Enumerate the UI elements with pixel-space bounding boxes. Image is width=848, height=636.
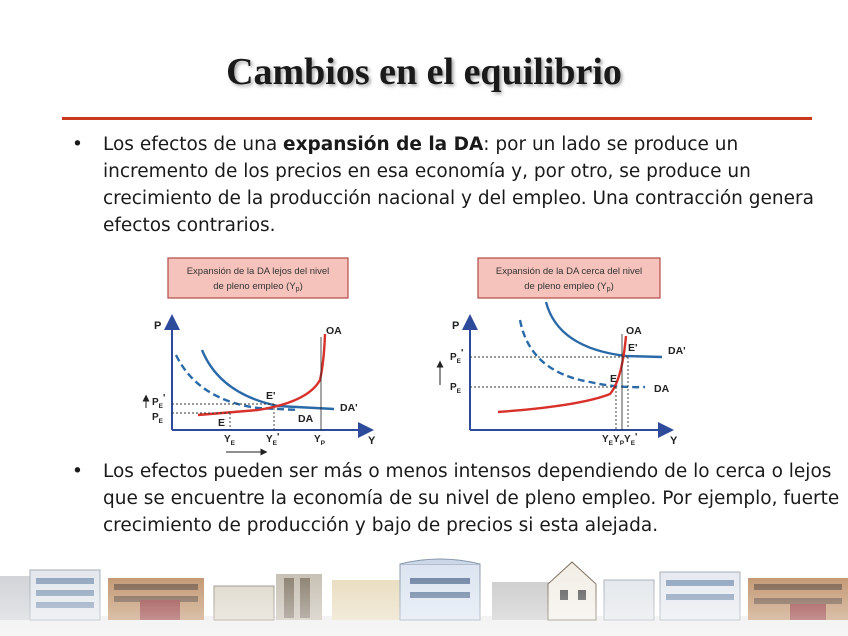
oa-label: OA [326,325,342,337]
y-axis-label: Y [368,435,376,447]
slide-title: Cambios en el equilibrio [226,51,622,93]
e-prime-label: E' [266,390,276,402]
caption-line-1: Expansión de la DA lejos del nivel [186,266,330,277]
caption-line-2: de pleno empleo $(Y_p)$ [524,281,614,293]
diagram-right [430,252,700,457]
da-label: DA [654,383,670,395]
p-axis-label: P [154,320,162,332]
caption-box [478,258,660,298]
da-prime-curve [546,302,662,357]
ye2-label: $Y_E'$ [266,432,280,447]
pe2-label: $P_E'$ [152,393,166,410]
bullet-1-text [103,131,823,239]
bullet-marker: • [72,134,83,155]
oa-label: OA [626,325,642,337]
caption-line-1: Expansión de la DA cerca del nivel [495,266,643,277]
bottom-labels: $Y_EY_PY_E'$ [602,432,638,447]
title-divider [62,117,812,120]
diagram-left [138,252,388,457]
bullet-marker: • [72,461,83,482]
bullet-2 [72,458,842,543]
p-axis-label: P [452,320,460,332]
bullet-1-bold: expansión de la DA [283,134,484,155]
bullet-2-text: Los efectos pueden ser más o menos intensos dependiendo de lo cerca o lejos que se encuentre la economía de su nivel de pleno empleo. Por ejemplo, fuerte crecimiento de producción y bajo de precios si esta alejada. [103,461,840,536]
da-prime-label: DA' [668,345,686,357]
e-label: E [218,417,226,429]
y-axis-label: Y [670,435,678,447]
yp-label: $Y_P$ [314,434,326,447]
bullet-1-pre: Los efectos de una [103,134,284,155]
footer-buildings-illustration [0,556,848,636]
pe-label: $P_E$ [450,382,462,395]
bullet-1-post: : por un lado se produce un incremento de los precios en esa economía y, por otro, se produce un crecimiento de la producción nacional y del empleo. Una contracción genera efectos contrarios. [103,134,814,236]
caption-line-2: de pleno empleo $(Y_p)$ [213,281,303,293]
da-prime-label: DA' [340,402,358,414]
pe2-label: $P_E'$ [450,348,464,365]
da-curve [176,355,298,410]
ye-label: $Y_E$ [224,434,236,447]
pe-label: $P_E$ [152,412,164,425]
e-prime-label: E' [628,342,638,354]
caption-box [168,258,348,298]
e-label: E [610,373,618,385]
bullet-1 [72,131,832,243]
da-label: DA [298,413,314,425]
